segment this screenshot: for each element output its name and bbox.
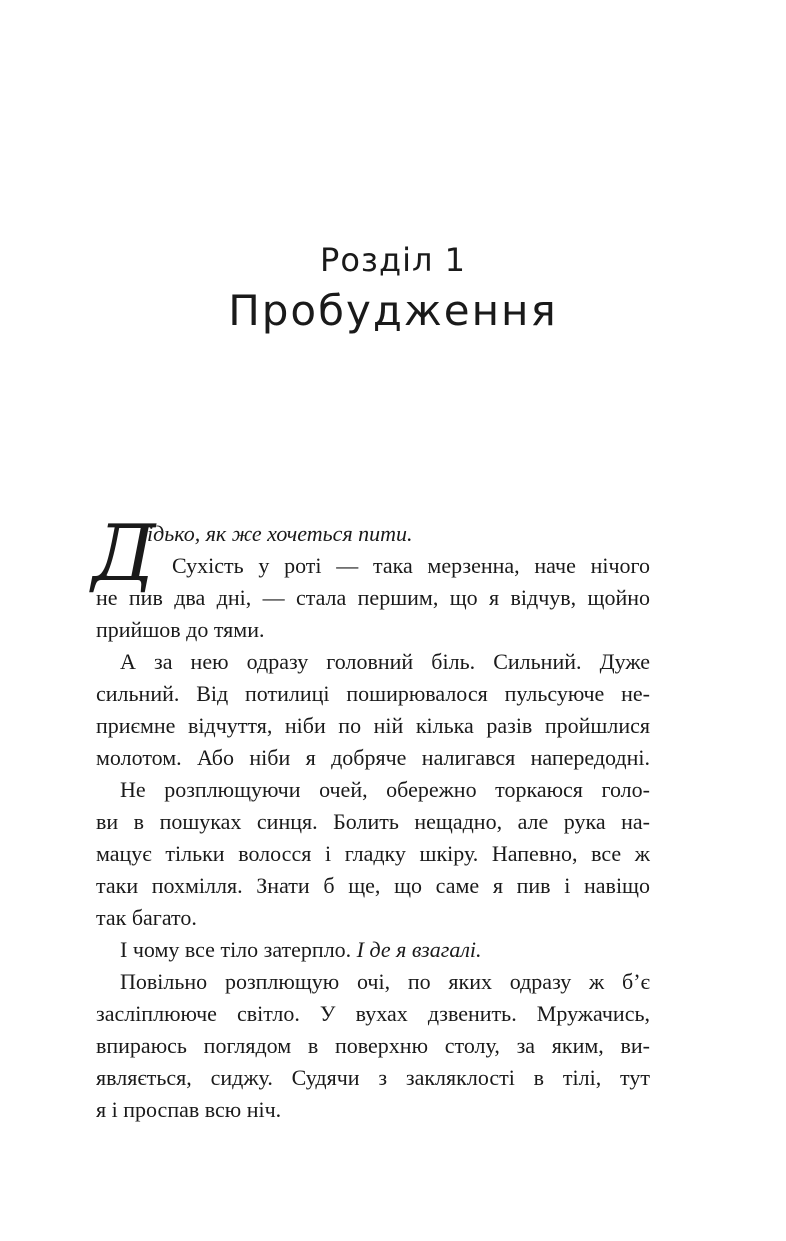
text-line-18: являється, сиджу. Судячи з закляклості в тілі, тут [96, 1065, 650, 1090]
text-line-4: прийшов до тями. [96, 617, 265, 642]
text-line-2: Сухість у роті — така мерзенна, наче нічого [172, 553, 650, 578]
text-line-3: не пив два дні, — стала першим, що я відчув, щойно [96, 585, 650, 610]
text-line-12: таки похмілля. Знати б ще, що саме я пив і навіщо [96, 873, 650, 898]
text-line-1: ідько, як же хочеться пити. [147, 521, 413, 546]
text-line-14-plain: І чому все тіло затерпло. [120, 937, 357, 962]
chapter-title: Пробудження [228, 286, 558, 335]
text-line-13: так багато. [96, 905, 197, 930]
text-line-16: засліплююче світло. У вухах дзвенить. Мружачись, [96, 1001, 650, 1026]
text-line-15: Повільно розплющую очі, по яких одразу ж б’є [120, 969, 650, 994]
chapter-number: Розділ 1 [320, 241, 466, 279]
text-line-11: мацує тільки волосся і гладку шкіру. Напевно, все ж [96, 841, 650, 866]
text-line-14 [120, 934, 482, 966]
text-line-19: я і проспав всю ніч. [96, 1097, 282, 1122]
text-line-5: А за нею одразу головний біль. Сильний. Дуже [120, 649, 650, 674]
drop-cap: Д [92, 509, 156, 599]
text-line-9: Не розплющуючи очей, обережно торкаюся голо- [120, 777, 650, 802]
text-line-14-italic: І де я взагалі. [356, 937, 482, 962]
text-line-6: сильний. Від потилиці поширювалося пульсуюче не- [96, 681, 650, 706]
text-line-8: молотом. Або ніби я добряче налигався напередодні. [96, 745, 650, 770]
text-line-17: впираюсь поглядом в поверхню столу, за яким, ви- [96, 1033, 650, 1058]
text-line-10: ви в пошуках синця. Болить нещадно, але рука на- [96, 809, 650, 834]
text-line-7: приємне відчуття, ніби по ній кілька разів пройшлися [96, 713, 650, 738]
